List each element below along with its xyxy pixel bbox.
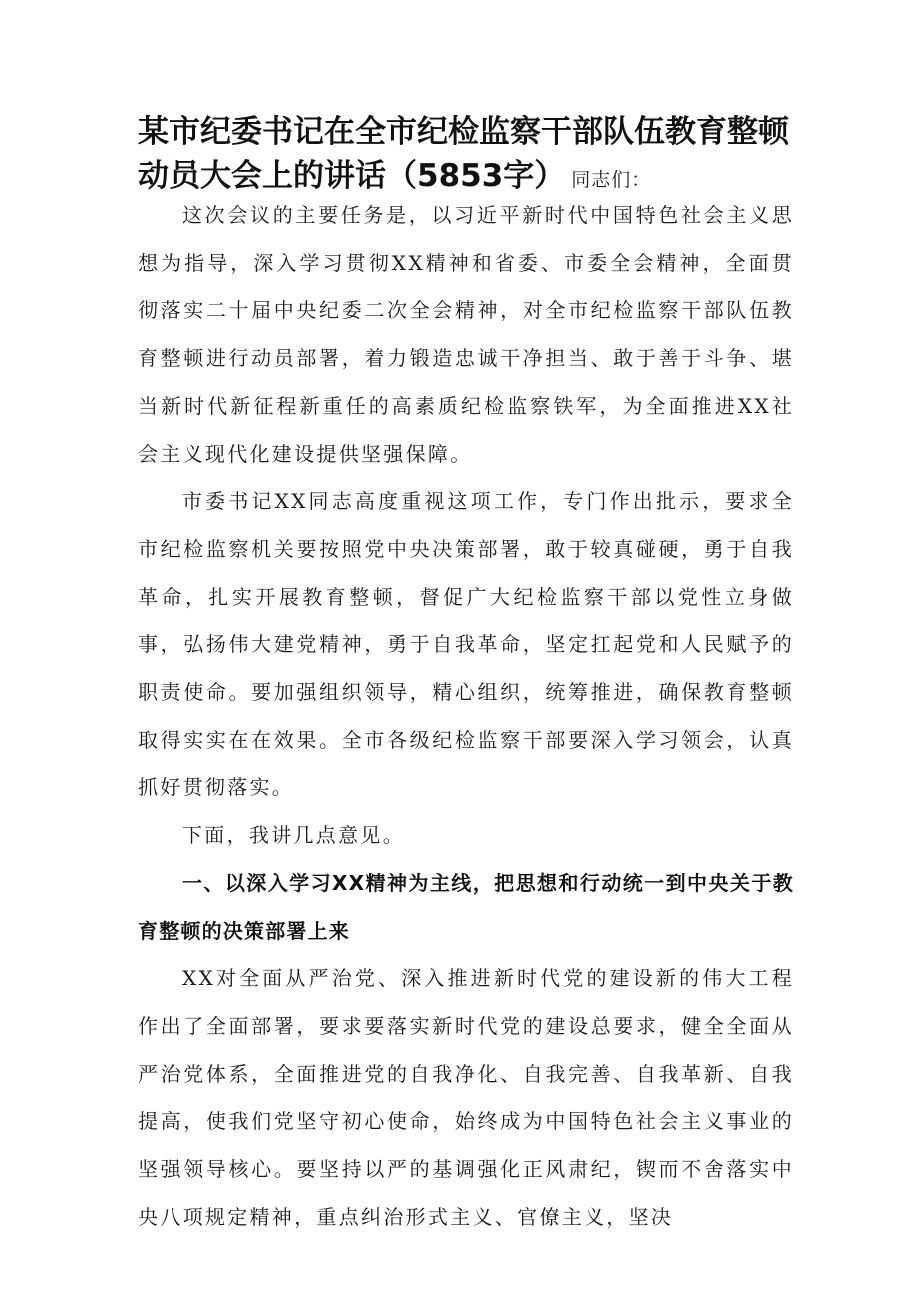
section-heading: 一、以深入学习XX精神为主线，把思想和行动统一到中央关于教育整顿的决策部署上来 [138, 870, 794, 943]
document-body [138, 192, 794, 1241]
document-title [138, 110, 798, 202]
paragraph-secretary-instruction: 市委书记XX同志高度重视这项工作，专门作出批示，要求全市纪检监察机关要按照党中央决策部署，敢于较真碰硬，勇于自我革命，扎实开展教育整顿，督促广大纪检监察干部以党性立身做事，弘扬伟大建党精神，勇于自我革命，坚定扛起党和人民赋予的职责使命。要加强组织领导，精心组织，统筹推进，确保教育整顿取得实实在在效果。全市各级纪检监察干部要深入学习领会，认真抓好贯彻落实。 [138, 489, 794, 800]
paragraph-meeting-task: 这次会议的主要任务是，以习近平新时代中国特色社会主义思想为指导，深入学习贯彻XX精神和省委、市委全会精神，全面贯彻落实二十届中央纪委二次全会精神，对全市纪检监察干部队伍教育整顿进行动员部署，着力锻造忠诚干净担当、敢于善于斗争、堪当新时代新征程新重任的高素质纪检监察铁军，为全面推进XX社会主义现代化建设提供坚强保障。 [138, 203, 794, 466]
paragraph-transition: 下面，我讲几点意见。 [182, 823, 405, 848]
section-paragraph: XX对全面从严治党、深入推进新时代党的建设新的伟大工程作出了全面部署，要求要落实新时代党的建设总要求，健全全面从严治党体系，全面推进党的自我净化、自我完善、自我革新、自我提高，使我们党坚守初心使命，始终成为中国特色社会主义事业的坚强领导核心。要坚持以严的基调强化正风肃纪，锲而不舍落实中央八项规定精神，重点纠治形式主义、官僚主义，坚决 [138, 966, 794, 1229]
salutation: 同志们： [571, 169, 652, 191]
title-text: 某市纪委书记在全市纪检监察干部队伍教育整顿动员大会上的讲话（5853字） [138, 114, 789, 194]
